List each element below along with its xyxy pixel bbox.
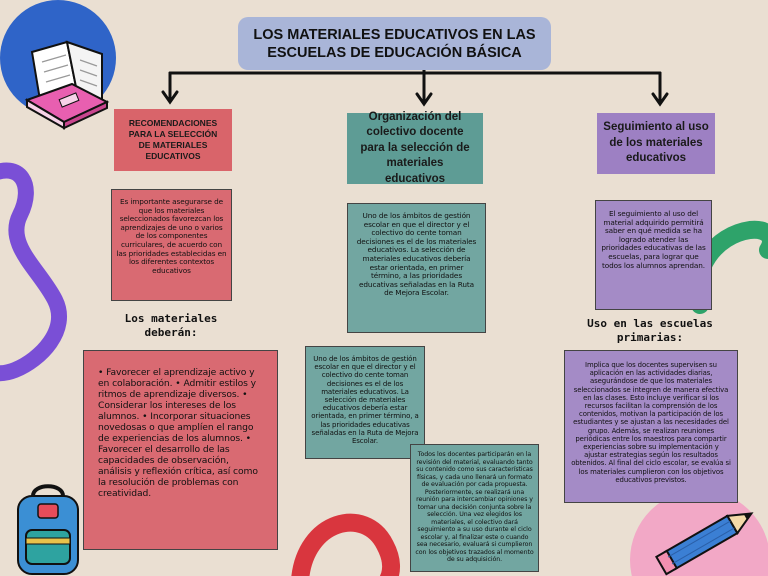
pencil-icon [650,500,768,576]
uso-escuelas-card: Implica que los docentes supervisen su aplicación en las actividades diarias, asegurándose de que los materiales seleccionados se integren de manera efectiva en las clases. Esto incluye verificar si los recursos facilitan la comprensión de los contenidos, motivan la participación de los estudiantes y se ajustan a las necesidades del grupo. Además, se realizan reuniones periódicas entre los maestros para compartir experiencias sobre su implementación y ajustar estrategias según los resultados obtenidos. Al final del ciclo escolar, se evalúa si los materiales cumplieron con los objetivos educativos previstos. [564,350,738,503]
seguimiento-text-card: El seguimiento al uso del material adquirido permitirá saber en qué medida se ha logrado atender las prioridades educativas de las escuelas, para lograr que todos los alumnos aprendan. [595,200,712,310]
uso-escuelas-subheading: Uso en las escuelas primarias: [587,317,713,344]
backpack-icon [8,478,88,576]
materiales-bullets-card: • Favorecer el aprendizaje activo y en colaboración. • Admitir estilos y ritmos de aprendizaje diversos. • Considerar los intereses de los alumnos. • Incorporar situaciones novedosas o que amplíen el rango de experiencias de los alumnos. • Favorecer el desarrollo de las capacidades de observación, análisis y reflexión crítica, así como la resolución de problemas con creatividad. [83,350,278,550]
open-book-icon [22,22,122,132]
recomendaciones-heading: RECOMENDACIONES PARA LA SELECCIÓN DE MATERIALES EDUCATIVOS [114,109,232,171]
recomendaciones-text-card: Es importante asegurarse de que los materiales seleccionados favorezcan los aprendizajes de uno o varios de los componentes curriculares, de acuerdo con las prioridades establecidas en los diferentes contextos educativos [111,189,232,301]
organizacion-text-card-2: Uno de los ámbitos de gestión escolar en que el director y el colectivo do cente toman decisiones es el de los materiales educativos. La selección de materiales educativos debería estar orientada, en primer término, a las prioridades educativas señaladas en la Ruta de Mejora Escolar. [305,346,425,459]
organizacion-process-card: Todos los docentes participarán en la revisión del material, evaluando tanto su contenido como sus características físicas, y cada uno llenará un formato de evaluación por cada propuesta. Posteriormente, se realizará una reunión para intercambiar opiniones y tomar una decisión conjunta sobre la selección. Una vez elegidos los materiales, el colectivo dará seguimiento a su uso durante el ciclo escolar y, al finalizar este o cuando sea necesario, evaluará si cumplieron con los objetivos trazados al momento de su adquisición. [410,444,539,572]
connector-lines [163,70,667,104]
seguimiento-heading: Seguimiento al uso de los materiales educativos [597,113,715,174]
organizacion-heading: Organización del colectivo docente para la selección de materiales educativos [347,113,483,184]
organizacion-text-card: Uno de los ámbitos de gestión escolar en que el director y el colectivo do cente toman decisiones es el de los materiales educativos. La selección de materiales educativos debería estar orientada, en primer término, a las prioridades educativas señaladas en la Ruta de Mejora Escolar. [347,203,486,333]
red-arch-decoration [300,523,391,576]
main-title: LOS MATERIALES EDUCATIVOS EN LAS ESCUELAS DE EDUCACIÓN BÁSICA [238,17,551,70]
materiales-deberan-subheading: Los materiales deberán: [124,312,218,339]
purple-squiggle-decoration [0,171,59,374]
